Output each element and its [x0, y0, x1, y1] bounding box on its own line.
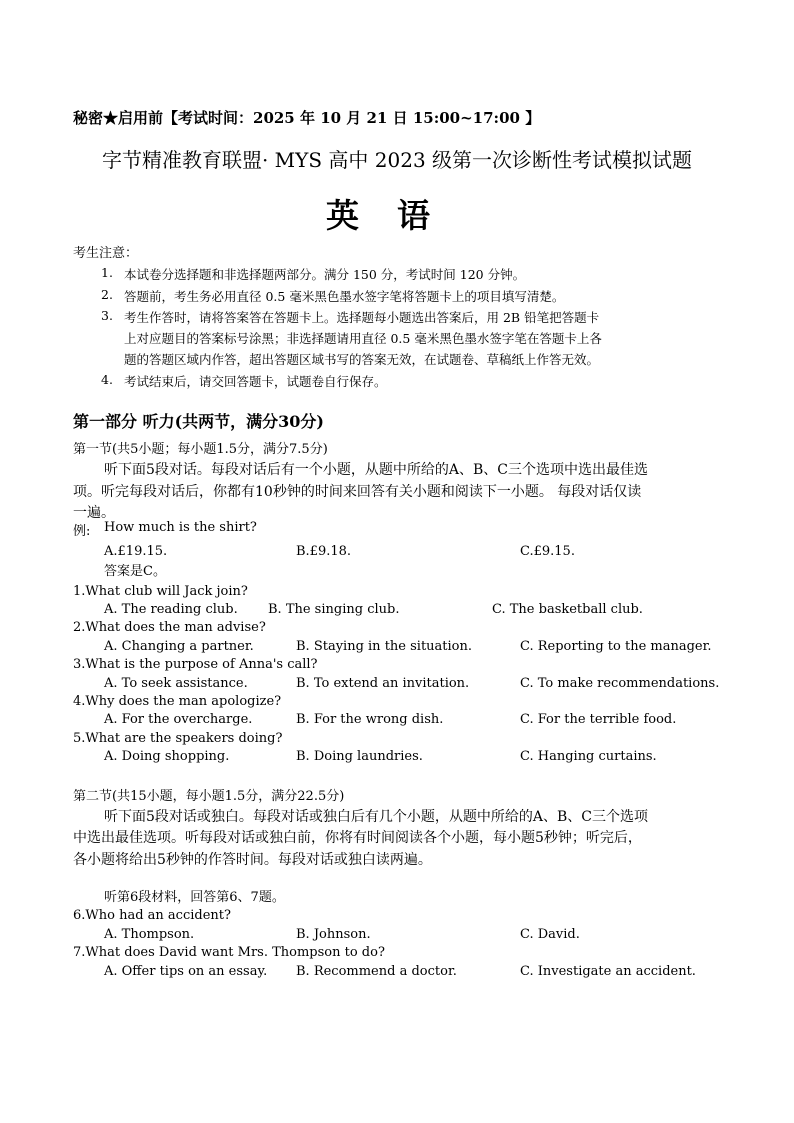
notice-num: 4. [101, 372, 113, 387]
question-4: 4.Why does the man apologize? [73, 694, 282, 709]
notice-line: 考生作答时，请将答案答在答题卡上。选择题每小题选出答案后，用 2B 铅笔把答题卡 [124, 310, 600, 325]
example-label: 例: [73, 524, 91, 539]
question-5: 5.What are the speakers doing? [73, 731, 283, 746]
subject-title: 英语 [326, 196, 468, 235]
notice-heading: 考生注意： [73, 246, 139, 261]
notice-line: 上对应题目的答案标号涂黑；非选择题请用直径 0.5 毫米黑色墨水签字笔在答题卡上各 [124, 331, 602, 346]
example-option-c: C.£9.15. [520, 544, 575, 559]
notice-num: 2. [101, 287, 113, 302]
section2-instruction: 中选出最佳选项。听每段对话或独白前，你将有时间阅读各个小题，每小题5秒钟；听完后， [73, 830, 642, 846]
q5-option-a: A. Doing shopping. [104, 749, 230, 764]
question-3: 3.What is the purpose of Anna's call? [73, 657, 318, 672]
q3-option-b: B. To extend an invitation. [296, 676, 470, 691]
section1-instruction: 项。听完每段对话后，你都有10秒钟的时间来回答有关小题和阅读下一小题。 每段对话仅读 [73, 484, 642, 500]
example-answer: 答案是C。 [104, 564, 166, 579]
q6-option-c: C. David. [520, 927, 580, 942]
notice-line: 考试结束后，请交回答题卡，试题卷自行保存。 [124, 374, 387, 389]
q1-option-c: C. The basketball club. [492, 602, 643, 617]
example-option-b: B.£9.18. [296, 544, 352, 559]
q2-option-c: C. Reporting to the manager. [520, 639, 712, 654]
q3-option-a: A. To seek assistance. [104, 676, 248, 691]
notice-line: 本试卷分选择题和非选择题两部分。满分 150 分，考试时间 120 分钟。 [124, 267, 526, 282]
section2-instruction: 各小题将给出5秒钟的作答时间。每段对话或独白读两遍。 [73, 852, 432, 868]
q1-option-b: B. The singing club. [268, 602, 400, 617]
secret-header: 秘密★启用前【考试时间：2025 年 10 月 21 日 15:00~17:00 】 [73, 109, 541, 127]
section2-heading: 第二节(共15小题，每小题1.5分，满分22.5分) [73, 789, 345, 804]
example-option-a: A.£19.15. [104, 544, 168, 559]
notice-line: 题的答题区域内作答，超出答题区域书写的答案无效，在试题卷、草稿纸上作答无效。 [124, 352, 600, 367]
section1-heading: 第一节(共5小题；每小题1.5分，满分7.5分) [73, 442, 328, 457]
example-question: How much is the shirt? [104, 520, 257, 535]
notice-num: 3. [101, 308, 113, 323]
q7-option-c: C. Investigate an accident. [520, 964, 696, 979]
q3-option-c: C. To make recommendations. [520, 676, 720, 691]
section2-instruction: 听下面5段对话或独白。每段对话或独白后有几个小题，从题中所给的A、B、C三个选项 [104, 809, 649, 825]
notice-num: 1. [101, 265, 113, 280]
q4-option-b: B. For the wrong dish. [296, 712, 444, 727]
notice-line: 答题前，考生务必用直径 0.5 毫米黑色墨水签字笔将答题卡上的项目填写清楚。 [124, 289, 565, 304]
q5-option-b: B. Doing laundries. [296, 749, 423, 764]
material-note: 听第6段材料，回答第6、7题。 [104, 890, 285, 905]
q6-option-a: A. Thompson. [104, 927, 195, 942]
q7-option-a: A. Offer tips on an essay. [104, 964, 268, 979]
question-6: 6.Who had an accident? [73, 908, 231, 923]
question-2: 2.What does the man advise? [73, 620, 266, 635]
section1-instruction: 一遍。 [73, 505, 115, 521]
question-7: 7.What does David want Mrs. Thompson to do? [73, 945, 385, 960]
q1-option-a: A. The reading club. [104, 602, 238, 617]
section1-instruction: 听下面5段对话。每段对话后有一个小题，从题中所给的A、B、C三个选项中选出最佳选 [104, 462, 649, 478]
exam-title: 字节精准教育联盟· MYS 高中 2023 级第一次诊断性考试模拟试题 [101, 148, 693, 172]
q6-option-b: B. Johnson. [296, 927, 371, 942]
q4-option-a: A. For the overcharge. [104, 712, 253, 727]
q7-option-b: B. Recommend a doctor. [296, 964, 457, 979]
q2-option-a: A. Changing a partner. [104, 639, 254, 654]
part1-title: 第一部分 听力(共两节，满分30分) [73, 412, 324, 431]
q2-option-b: B. Staying in the situation. [296, 639, 473, 654]
q5-option-c: C. Hanging curtains. [520, 749, 657, 764]
q4-option-c: C. For the terrible food. [520, 712, 677, 727]
question-1: 1.What club will Jack join? [73, 584, 248, 599]
